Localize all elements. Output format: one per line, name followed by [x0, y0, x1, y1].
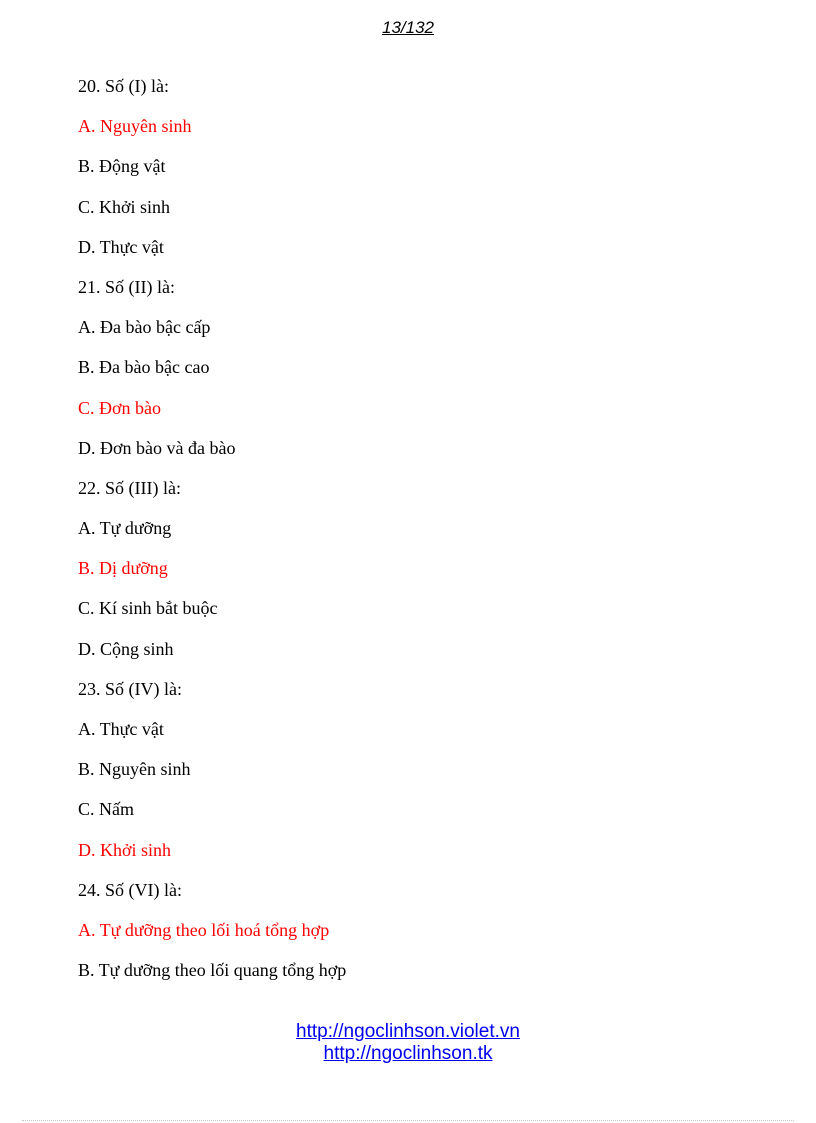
page-number: 13/132	[382, 18, 434, 37]
page-divider	[22, 1120, 794, 1121]
option-24b: B. Tự dưỡng theo lối quang tổng hợp	[78, 960, 347, 981]
option-23c: C. Nấm	[78, 799, 134, 820]
option-22b-correct: B. Dị dưỡng	[78, 558, 168, 579]
option-22a: A. Tự dưỡng	[78, 518, 172, 539]
option-21b: B. Đa bào bậc cao	[78, 357, 210, 378]
option-22c: C. Kí sinh bắt buộc	[78, 598, 218, 619]
option-21a: A. Đa bào bậc cấp	[78, 317, 211, 338]
question-20: 20. Số (I) là:	[78, 76, 169, 96]
option-23d-correct: D. Khởi sinh	[78, 839, 172, 860]
question-list	[78, 74, 758, 998]
option-20c: C. Khởi sinh	[78, 196, 171, 217]
option-23a: A. Thực vật	[78, 719, 164, 739]
question-24: 24. Số (VI) là:	[78, 879, 182, 900]
footer-link-tk[interactable]: http://ngoclinhson.tk	[323, 1043, 493, 1064]
question-22: 22. Số (III) là:	[78, 477, 181, 498]
option-23b: B. Nguyên sinh	[78, 759, 191, 780]
question-23: 23. Số (IV) là:	[78, 678, 182, 699]
option-22d: D. Cộng sinh	[78, 638, 174, 659]
footer-links	[0, 1021, 816, 1065]
question-21: 21. Số (II) là:	[78, 276, 175, 297]
footer-link-violet[interactable]: http://ngoclinhson.violet.vn	[296, 1021, 520, 1042]
option-20d: D. Thực vật	[78, 236, 164, 257]
option-24a-correct: A. Tự dưỡng theo lối hoá tổng hợp	[78, 919, 330, 940]
option-21c-correct: C. Đơn bào	[78, 397, 162, 418]
option-21d: D. Đơn bào và đa bào	[78, 437, 236, 458]
option-20a-correct: A. Nguyên sinh	[78, 116, 192, 137]
option-20b: B. Động vật	[78, 156, 166, 177]
